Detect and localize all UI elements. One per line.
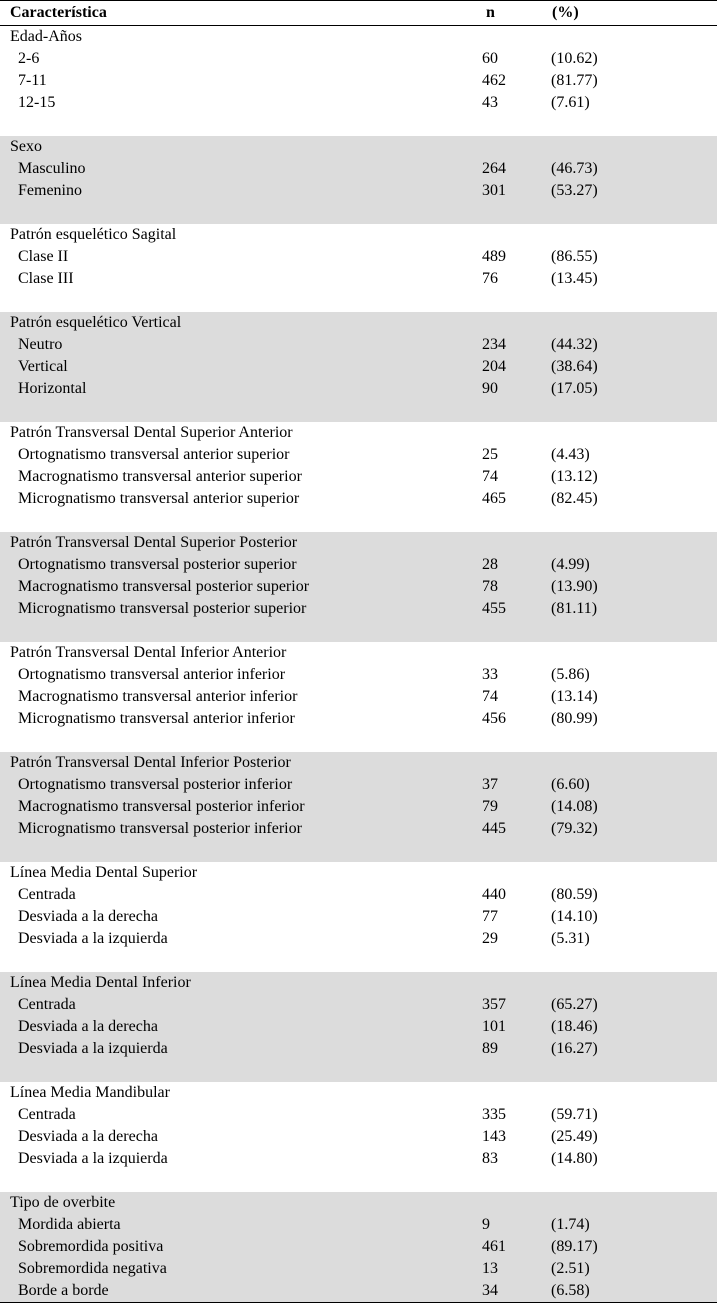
row-percent: (17.05)	[551, 380, 598, 397]
table-section	[0, 26, 717, 136]
table-row	[0, 1214, 717, 1236]
row-percent: (65.27)	[551, 996, 598, 1013]
row-count: 461	[482, 1238, 506, 1255]
section-spacer	[0, 202, 717, 224]
row-label: Micrognatismo transversal anterior superior	[18, 490, 300, 507]
row-count: 89	[482, 1040, 498, 1057]
row-percent: (5.31)	[551, 930, 590, 947]
row-label: Desviada a la izquierda	[18, 1150, 168, 1167]
section-title-row	[0, 224, 717, 246]
row-label: Centrada	[18, 996, 76, 1013]
row-label: 2-6	[18, 50, 40, 67]
table-section	[0, 1192, 717, 1303]
row-percent: (46.73)	[551, 160, 598, 177]
table-row	[0, 554, 717, 576]
row-label: Micrognatismo transversal posterior superior	[18, 600, 307, 617]
table-row	[0, 1258, 717, 1280]
table-row	[0, 708, 717, 730]
row-count: 489	[482, 248, 506, 265]
row-count: 60	[482, 50, 498, 67]
table-row	[0, 664, 717, 686]
table-row	[0, 70, 717, 92]
table-row	[0, 48, 717, 70]
row-percent: (13.12)	[551, 468, 598, 485]
row-count: 37	[482, 776, 498, 793]
table-section	[0, 1082, 717, 1192]
section-title: Patrón Transversal Dental Inferior Posterior	[10, 754, 291, 771]
row-count: 455	[482, 600, 506, 617]
row-percent: (7.61)	[551, 94, 590, 111]
section-spacer	[0, 114, 717, 136]
table-row	[0, 378, 717, 400]
table-row	[0, 246, 717, 268]
section-title-row	[0, 862, 717, 884]
table-row	[0, 1280, 717, 1302]
row-count: 440	[482, 886, 506, 903]
section-spacer	[0, 1170, 717, 1192]
section-title-row	[0, 1082, 717, 1104]
row-count: 445	[482, 820, 506, 837]
row-label: Mordida abierta	[18, 1216, 121, 1233]
table-section	[0, 752, 717, 862]
row-label: Centrada	[18, 1106, 76, 1123]
section-title-row	[0, 312, 717, 334]
row-percent: (13.90)	[551, 578, 598, 595]
table-section	[0, 136, 717, 224]
row-label: Borde a borde	[18, 1282, 109, 1299]
table-row	[0, 268, 717, 290]
row-percent: (4.99)	[551, 556, 590, 573]
section-title: Línea Media Mandibular	[10, 1084, 170, 1101]
row-label: Ortognatismo transversal anterior superior	[18, 446, 290, 463]
row-percent: (89.17)	[551, 1238, 598, 1255]
row-count: 76	[482, 270, 498, 287]
row-percent: (80.99)	[551, 710, 598, 727]
section-title-row	[0, 26, 717, 48]
row-percent: (25.49)	[551, 1128, 598, 1145]
section-title: Edad-Años	[10, 28, 82, 45]
row-count: 78	[482, 578, 498, 595]
row-percent: (2.51)	[551, 1260, 590, 1277]
table-row	[0, 1016, 717, 1038]
row-label: Ortognatismo transversal posterior superior	[18, 556, 297, 573]
row-percent: (14.08)	[551, 798, 598, 815]
section-title: Patrón Transversal Dental Superior Anterior	[10, 424, 293, 441]
table-row	[0, 994, 717, 1016]
row-label: Macrognatismo transversal posterior inferior	[18, 798, 305, 815]
row-count: 9	[482, 1216, 490, 1233]
row-count: 143	[482, 1128, 506, 1145]
row-count: 13	[482, 1260, 498, 1277]
row-label: Desviada a la derecha	[18, 908, 158, 925]
table-row	[0, 334, 717, 356]
row-count: 74	[482, 468, 498, 485]
table-section	[0, 862, 717, 972]
section-title: Tipo de overbite	[10, 1194, 116, 1211]
row-percent: (4.43)	[551, 446, 590, 463]
row-percent: (44.32)	[551, 336, 598, 353]
row-percent: (53.27)	[551, 182, 598, 199]
section-title: Sexo	[10, 138, 42, 155]
row-percent: (82.45)	[551, 490, 598, 507]
row-label: Masculino	[18, 160, 86, 177]
row-label: Micrognatismo transversal posterior inferior	[18, 820, 302, 837]
row-count: 28	[482, 556, 498, 573]
row-label: Macrognatismo transversal posterior superior	[18, 578, 310, 595]
section-title-row	[0, 136, 717, 158]
table-row	[0, 818, 717, 840]
row-count: 204	[482, 358, 506, 375]
table-row	[0, 1148, 717, 1170]
row-label: Sobremordida negativa	[18, 1260, 167, 1277]
section-spacer	[0, 730, 717, 752]
row-label: 7-11	[18, 72, 47, 89]
row-count: 357	[482, 996, 506, 1013]
table-body	[0, 26, 717, 1303]
table-section	[0, 972, 717, 1082]
row-label: Neutro	[18, 336, 63, 353]
row-label: Sobremordida positiva	[18, 1238, 164, 1255]
table-row	[0, 774, 717, 796]
row-percent: (38.64)	[551, 358, 598, 375]
row-percent: (6.58)	[551, 1282, 590, 1299]
row-count: 34	[482, 1282, 498, 1299]
table-section	[0, 224, 717, 312]
section-title-row	[0, 972, 717, 994]
row-percent: (10.62)	[551, 50, 598, 67]
row-percent: (86.55)	[551, 248, 598, 265]
table-row	[0, 1104, 717, 1126]
section-title-row	[0, 1192, 717, 1214]
table-row	[0, 906, 717, 928]
row-count: 79	[482, 798, 498, 815]
section-spacer	[0, 1060, 717, 1082]
row-label: Vertical	[18, 358, 68, 375]
table-row	[0, 180, 717, 202]
row-label: Clase III	[18, 270, 74, 287]
row-label: Micrognatismo transversal anterior inferior	[18, 710, 295, 727]
row-count: 33	[482, 666, 498, 683]
row-percent: (5.86)	[551, 666, 590, 683]
row-label: Macrognatismo transversal anterior inferior	[18, 688, 298, 705]
table-row	[0, 466, 717, 488]
table-row	[0, 1038, 717, 1060]
row-label: 12-15	[18, 94, 56, 111]
row-count: 90	[482, 380, 498, 397]
row-label: Horizontal	[18, 380, 87, 397]
section-spacer	[0, 400, 717, 422]
row-percent: (13.45)	[551, 270, 598, 287]
row-count: 234	[482, 336, 506, 353]
section-title: Línea Media Dental Inferior	[10, 974, 191, 991]
header-percent: (%)	[552, 4, 579, 21]
section-spacer	[0, 290, 717, 312]
section-spacer	[0, 950, 717, 972]
row-percent: (6.60)	[551, 776, 590, 793]
row-count: 456	[482, 710, 506, 727]
section-title: Patrón Transversal Dental Inferior Anterior	[10, 644, 287, 661]
row-count: 43	[482, 94, 498, 111]
row-count: 74	[482, 688, 498, 705]
row-count: 77	[482, 908, 498, 925]
row-percent: (16.27)	[551, 1040, 598, 1057]
table-row	[0, 796, 717, 818]
table-row	[0, 356, 717, 378]
section-spacer	[0, 620, 717, 642]
row-percent: (59.71)	[551, 1106, 598, 1123]
row-percent: (14.80)	[551, 1150, 598, 1167]
row-count: 301	[482, 182, 506, 199]
row-percent: (80.59)	[551, 886, 598, 903]
section-title: Patrón esquelético Vertical	[10, 314, 182, 331]
row-label: Desviada a la derecha	[18, 1128, 158, 1145]
table-section	[0, 532, 717, 642]
table-row	[0, 158, 717, 180]
table-row	[0, 598, 717, 620]
row-percent: (81.11)	[551, 600, 598, 617]
section-title-row	[0, 532, 717, 554]
row-count: 264	[482, 160, 506, 177]
table-row	[0, 92, 717, 114]
row-label: Macrognatismo transversal anterior superior	[18, 468, 302, 485]
row-percent: (14.10)	[551, 908, 598, 925]
section-title: Línea Media Dental Superior	[10, 864, 198, 881]
row-label: Desviada a la izquierda	[18, 930, 168, 947]
table-row	[0, 686, 717, 708]
row-count: 83	[482, 1150, 498, 1167]
section-title-row	[0, 642, 717, 664]
section-title-row	[0, 752, 717, 774]
row-count: 462	[482, 72, 506, 89]
section-title: Patrón esquelético Sagital	[10, 226, 177, 243]
table-row	[0, 444, 717, 466]
table-header	[0, 0, 717, 26]
table-section	[0, 422, 717, 532]
row-label: Ortognatismo transversal posterior inferior	[18, 776, 293, 793]
table-row	[0, 576, 717, 598]
row-percent: (18.46)	[551, 1018, 598, 1035]
table-section	[0, 312, 717, 422]
table-section	[0, 642, 717, 752]
row-count: 465	[482, 490, 506, 507]
row-label: Desviada a la derecha	[18, 1018, 158, 1035]
header-n: n	[486, 4, 495, 21]
row-count: 335	[482, 1106, 506, 1123]
table-row	[0, 928, 717, 950]
section-spacer	[0, 510, 717, 532]
header-characteristic: Característica	[10, 4, 107, 21]
row-label: Ortognatismo transversal anterior inferior	[18, 666, 286, 683]
row-label: Centrada	[18, 886, 76, 903]
table-row	[0, 1236, 717, 1258]
row-label: Clase II	[18, 248, 69, 265]
row-percent: (79.32)	[551, 820, 598, 837]
row-count: 25	[482, 446, 498, 463]
section-title: Patrón Transversal Dental Superior Posterior	[10, 534, 298, 551]
row-percent: (81.77)	[551, 72, 598, 89]
section-title-row	[0, 422, 717, 444]
section-spacer	[0, 840, 717, 862]
row-label: Desviada a la izquierda	[18, 1040, 168, 1057]
row-percent: (1.74)	[551, 1216, 590, 1233]
row-count: 29	[482, 930, 498, 947]
row-label: Femenino	[18, 182, 82, 199]
table-row	[0, 1126, 717, 1148]
table-row	[0, 884, 717, 906]
row-percent: (13.14)	[551, 688, 598, 705]
row-count: 101	[482, 1018, 506, 1035]
table-row	[0, 488, 717, 510]
